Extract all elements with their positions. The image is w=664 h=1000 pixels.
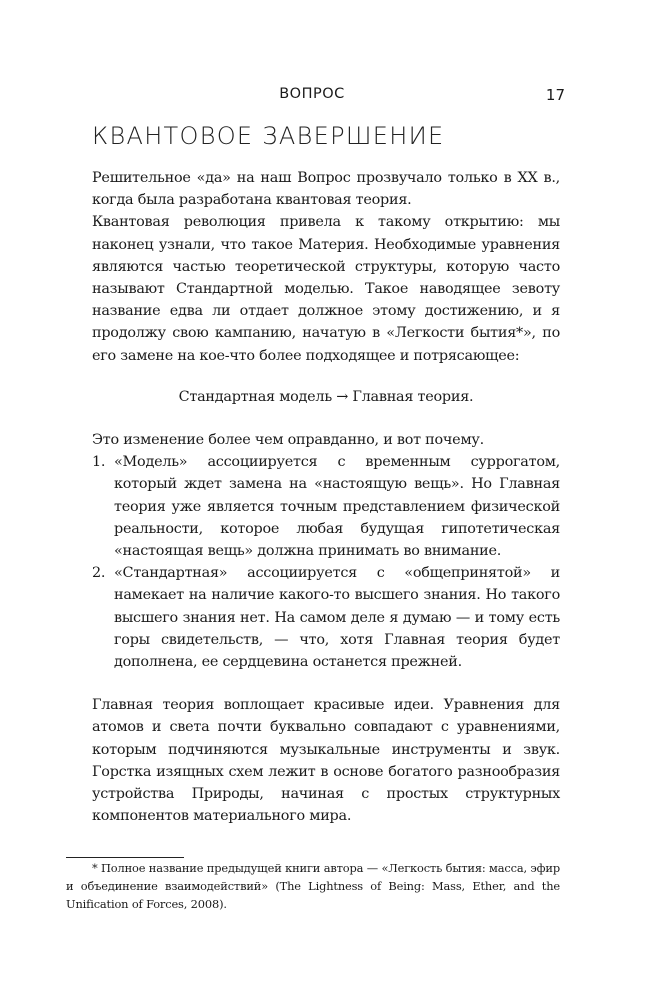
paragraph-2: Квантовая революция привела к такому открытию: мы наконец узнали, что такое Материя. Необходимые уравнения являются частью теоретической структуры, которую часто называют Стандартной моделью. Такое наводящее зевоту название едва ли отдает должное этому достижению, и я продолжу свою кампанию, начатую в «Легкости бытия*», по его замене на кое-что более подходящее и потрясающее: [92,214,560,364]
footnote-text: * Полное название предыдущей книги автора — «Легкость бытия: масса, эфир и объединение взаимодействий» (The Lightness of Being: Mass, Ether, and the Unification of Forces, 2008). [66,861,560,911]
footnote [66,860,560,913]
paragraph-3: Это изменение более чем оправданно, и вот почему. [92,432,484,449]
running-title: ВОПРОС [279,86,345,102]
list-item-number: 1. [92,454,106,471]
list-item [92,562,560,673]
paragraph-4: Главная теория воплощает красивые идеи. Уравнения для атомов и света почти буквально совпадают с уравнениями, которым подчиняются музыкальные инструменты и звук. Горстка изящных схем лежит в основе богатого разнообразия устройства Природы, начиная с простых структурных компонентов материального мира. [92,697,560,825]
list-item [92,451,560,562]
list-item-text: «Модель» ассоциируется с временным суррогатом, который ждет замена на «настоящую вещь». Но Главная теория уже является точным представлением физической реальности, которое любая будущая гипотетическая «настоящая вещь» должна принимать во внимание. [114,454,560,560]
section-heading: КВАНТОВОЕ ЗАВЕРШЕНИЕ [92,122,445,150]
formula-line: Стандартная модель → Главная теория. [178,388,474,405]
body-text [92,167,560,827]
paragraph-1: Решительное «да» на наш Вопрос прозвучало только в XX в., когда была разработана квантовая теория. [92,170,560,209]
page-number: 17 [545,86,565,104]
list-item-text: «Стандартная» ассоциируется с «общепринятой» и намекает на наличие какого-то высшего знания. Но такого высшего знания нет. На самом деле я думаю — и тому есть горы свидетельств, — что, хотя Главная теория будет дополнена, ее сердцевина останется прежней. [114,565,560,671]
reasons-list [92,451,560,673]
running-head [0,86,664,106]
list-item-number: 2. [92,565,106,582]
footnote-divider [66,857,184,858]
